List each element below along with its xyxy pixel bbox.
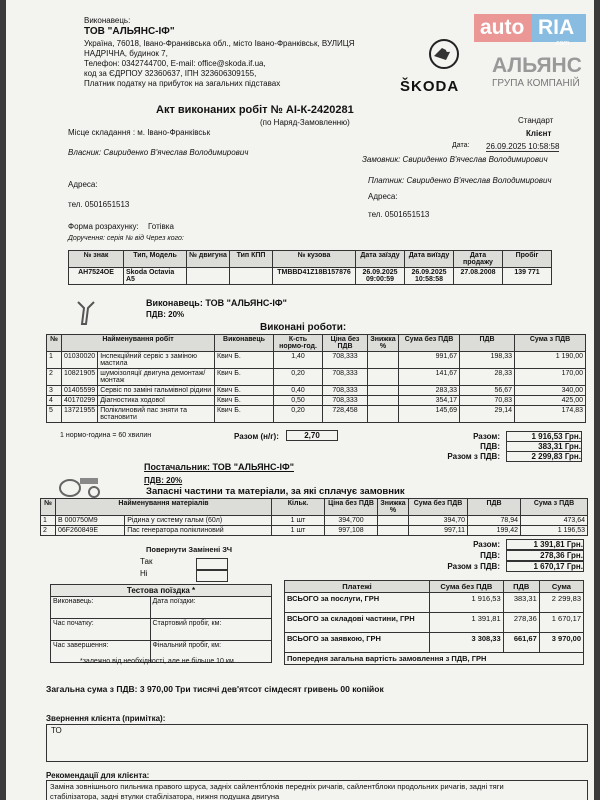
parts-table — [40, 498, 588, 536]
watermark-ria: RIA — [538, 16, 575, 39]
phone-right: тел. 0501651513 — [368, 210, 430, 219]
recommendations-label: Рекомендації для клієнта: — [46, 771, 150, 780]
works-header: № — [47, 335, 62, 352]
works-cell: Квич Б. — [215, 386, 274, 396]
skoda-logo — [416, 38, 476, 78]
executor-address-1: Україна, 76018, Івано-Франківська обл., місто Івано-Франківськ, ВУЛИЦЯ — [84, 39, 355, 48]
works-header: Сума з ПДВ — [515, 335, 586, 352]
return-no-checkbox[interactable] — [196, 567, 228, 585]
works-cell: 13721955 — [62, 406, 98, 423]
wrench-icon — [74, 298, 98, 328]
parts-cell — [378, 526, 409, 536]
parts-cell: 1 шт — [272, 526, 325, 536]
works-cell: Квич Б. — [215, 396, 274, 406]
works-row — [47, 406, 586, 423]
works-cell: 1 190,00 — [515, 352, 586, 369]
works-cell: 170,00 — [515, 369, 586, 386]
payments-cell: 3 970,00 — [539, 633, 583, 653]
works-cell: 283,33 — [399, 386, 460, 396]
works-sum-label: Разом: — [473, 432, 500, 441]
client-comment-label: Звернення клієнта (примітка): — [46, 714, 166, 723]
engine-number — [187, 268, 230, 285]
document-page — [6, 0, 594, 800]
works-cell: Діагностика ходової — [98, 396, 215, 406]
payments-cell: 1 391,81 — [430, 613, 504, 633]
works-cell: 145,69 — [399, 406, 460, 423]
works-cell: 01405599 — [62, 386, 98, 396]
parts-cell: 473,64 — [521, 516, 588, 526]
test-drive-end: Час завершення: — [51, 641, 151, 663]
parts-title: Запасні частини та матеріали, за які сплачує замовник — [146, 486, 405, 497]
parts-cell: 997,11 — [409, 526, 468, 536]
address-label-right: Адреса: — [368, 192, 398, 201]
payments-table — [284, 580, 584, 665]
works-cell: 3 — [47, 386, 62, 396]
vehicle-header: Дата продажу — [454, 251, 503, 268]
standard-label: Стандарт — [518, 116, 554, 125]
works-header: ПДВ — [460, 335, 515, 352]
vehicle-header-row — [69, 251, 552, 268]
skoda-arrow-icon — [428, 38, 460, 70]
parts-header: Кільк. — [272, 499, 325, 516]
works-cell: 708,333 — [323, 386, 368, 396]
works-header: Найменування робіт — [62, 335, 215, 352]
arrival-date: 26.09.2025 09:00:59 — [356, 268, 405, 285]
test-drive-date: Дата поїздки: — [150, 597, 272, 619]
works-cell: 425,00 — [515, 396, 586, 406]
payment-form-value: Готівка — [148, 222, 174, 231]
works-sum: 1 916,53 Грн. — [506, 431, 582, 442]
phone-left: тел. 0501651513 — [68, 200, 130, 209]
payments-cell: ВСЬОГО за заявкою, ГРН — [285, 633, 430, 653]
parts-header: Ціна без ПДВ — [325, 499, 378, 516]
payments-row — [285, 613, 584, 633]
payments-cell: 1 916,53 — [430, 593, 504, 613]
works-cell: 354,17 — [399, 396, 460, 406]
works-cell — [368, 386, 399, 396]
act-date: 26.09.2025 10:58:58 — [486, 142, 560, 151]
test-drive-title: Тестова поїздка * — [51, 585, 272, 597]
works-cell: 708,333 — [323, 352, 368, 369]
watermark-suffix: .com — [554, 40, 570, 47]
gearbox-type — [230, 268, 273, 285]
address-label-left: Адреса: — [68, 180, 98, 189]
departure-date: 26.09.2025 10:58:58 — [405, 268, 454, 285]
works-cell: 5 — [47, 406, 62, 423]
vehicle-header: Дата заїзду — [356, 251, 405, 268]
works-cell: Квич Б. — [215, 369, 274, 386]
payments-cell: ВСЬОГО за складові частини, ГРН — [285, 613, 430, 633]
works-row — [47, 386, 586, 396]
works-cell: 10821905 — [62, 369, 98, 386]
works-cell: Квич Б. — [215, 406, 274, 423]
test-drive-end-km: Фінальний пробіг, км: — [150, 641, 272, 663]
works-cell: 0,40 — [274, 386, 323, 396]
works-cell: 340,00 — [515, 386, 586, 396]
act-title: Акт виконаних робіт № АІ-К-2420281 — [156, 104, 354, 116]
parts-cell: Рідина у систему гальм (60л) — [125, 516, 272, 526]
works-cell — [368, 352, 399, 369]
vehicle-table — [68, 250, 552, 285]
parts-vat-label: ПДВ: — [480, 551, 500, 560]
parts-vat: ПДВ: 20% — [144, 476, 183, 485]
payments-cell: 383,31 — [503, 593, 539, 613]
works-table — [46, 334, 586, 423]
parts-cell: B 000750M9 — [56, 516, 125, 526]
group-subtitle: ГРУПА КОМПАНІЙ — [492, 78, 580, 89]
works-header: Сума без ПДВ — [399, 335, 460, 352]
payments-cell: 3 308,33 — [430, 633, 504, 653]
parts-cell: 1 196,53 — [521, 526, 588, 536]
test-drive-executor: Виконавець: — [51, 597, 151, 619]
works-header: Знижка % — [368, 335, 399, 352]
works-cell: Поліклиновий пас зняти та встановити — [98, 406, 215, 423]
vin: TMBBD41Z18B157876 — [273, 268, 356, 285]
parts-supplier: Постачальник: ТОВ "АЛЬЯНС-ІФ" — [144, 462, 294, 472]
payments-header: Сума без ПДВ — [430, 581, 504, 593]
parts-header: № — [41, 499, 56, 516]
client-comment-box — [46, 724, 588, 762]
works-title: Виконані роботи: — [260, 322, 347, 333]
parts-cell: 394,70 — [409, 516, 468, 526]
works-cell: Квич Б. — [215, 352, 274, 369]
parts-cell: 1 — [41, 516, 56, 526]
parts-cell: 199,42 — [468, 526, 521, 536]
parts-sum: 1 391,81 Грн. — [506, 539, 584, 550]
works-cell — [368, 369, 399, 386]
works-header: Ціна без ПДВ — [323, 335, 368, 352]
executor-codes: код за ЄДРПОУ 32360637, ІПН 323606309155, — [84, 69, 257, 78]
payments-note: Попередня загальна вартість замовлення з ПДВ, ГРН — [285, 653, 584, 665]
parts-icon — [56, 466, 104, 502]
executor-address-2: НАДРІЧНА, будинок 7, — [84, 49, 168, 58]
sale-date: 27.08.2008 — [454, 268, 503, 285]
works-cell: 01030020 — [62, 352, 98, 369]
parts-cell: 06F260849E — [56, 526, 125, 536]
test-drive-start: Час початку: — [51, 619, 151, 641]
payments-row — [285, 633, 584, 653]
parts-cell: 394,700 — [325, 516, 378, 526]
vehicle-header: Дата виїзду — [405, 251, 454, 268]
parts-cell: 2 — [41, 526, 56, 536]
payments-header: ПДВ — [503, 581, 539, 593]
test-drive-start-km: Стартовий пробіг, км: — [150, 619, 272, 641]
parts-header: Сума з ПДВ — [521, 499, 588, 516]
parts-cell: 78,94 — [468, 516, 521, 526]
return-parts-label: Повернути Замінені ЗЧ — [146, 545, 232, 554]
group-name: АЛЬЯНС — [492, 54, 582, 77]
payments-header: Платежі — [285, 581, 430, 593]
works-vat-label: ПДВ: — [480, 442, 500, 451]
works-vat-sum: 383,31 Грн. — [506, 441, 582, 452]
recommendations-box — [46, 780, 588, 800]
works-cell: Сервіс по заміні гальмівної рідини — [98, 386, 215, 396]
recommendations-line-1: Заміна зовнішнього пильника правого шруса, задніх сайлентблоків передніх ричагів, сайлентблоки продольних ричагів, задні тяги — [50, 782, 504, 791]
works-cell: 991,67 — [399, 352, 460, 369]
vehicle-header: № знак — [69, 251, 124, 268]
works-cell — [368, 406, 399, 423]
payer: Платник: Свириденко В'ячеслав Володимирович — [368, 176, 552, 185]
place-of-issue: Місце складання : м. Івано-Франківськ — [68, 128, 211, 137]
works-total-label: Разом з ПДВ: — [447, 452, 500, 461]
customer: Замовник: Свириденко В'ячеслав Володимирович — [362, 155, 548, 164]
works-cell: 56,67 — [460, 386, 515, 396]
client-label: Клієнт — [526, 129, 552, 138]
test-drive-table — [50, 584, 272, 663]
vehicle-header: Тип КПП — [230, 251, 273, 268]
parts-header: Знижка % — [378, 499, 409, 516]
works-vat: ПДВ: 20% — [146, 310, 185, 319]
vehicle-header: № кузова — [273, 251, 356, 268]
watermark-auto: auto — [480, 16, 525, 39]
parts-row — [41, 516, 588, 526]
payments-cell: 1 670,17 — [539, 613, 583, 633]
works-cell: 0,20 — [274, 369, 323, 386]
parts-header-row — [41, 499, 588, 516]
parts-row — [41, 526, 588, 536]
works-cell: 1 — [47, 352, 62, 369]
parts-cell — [378, 516, 409, 526]
autoria-watermark — [474, 0, 594, 55]
works-header: К-сть нормо-год. — [274, 335, 323, 352]
payments-row — [285, 593, 584, 613]
vehicle-header: Тип, Модель — [124, 251, 187, 268]
works-header-row — [47, 335, 586, 352]
total-hours-label: Разом (н/г): — [234, 432, 279, 441]
parts-header: ПДВ — [468, 499, 521, 516]
works-row — [47, 396, 586, 406]
works-header: Виконавець — [215, 335, 274, 352]
works-cell: 40170299 — [62, 396, 98, 406]
vehicle-values-row — [69, 268, 552, 285]
vehicle-model: Skoda Octavia A5 — [124, 268, 187, 285]
payments-cell: 661,67 — [503, 633, 539, 653]
parts-total-label: Разом з ПДВ: — [447, 562, 500, 571]
works-cell: 174,83 — [515, 406, 586, 423]
payment-form-label: Форма розрахунку: — [68, 222, 139, 231]
works-cell — [368, 396, 399, 406]
owner: Власник: Свириденко В'ячеслав Володимирович — [68, 148, 249, 157]
works-cell: 728,458 — [323, 406, 368, 423]
works-cell: 4 — [47, 396, 62, 406]
act-subtitle: (по Наряд-Замовленню) — [260, 118, 350, 127]
plate-number: AH7524OE — [69, 268, 124, 285]
works-cell: 28,33 — [460, 369, 515, 386]
brand-name: ŠKODA — [400, 78, 460, 95]
total-hours-value: 2,70 — [286, 430, 338, 441]
payments-cell: 2 299,83 — [539, 593, 583, 613]
mileage: 139 771 — [503, 268, 552, 285]
works-cell: 2 — [47, 369, 62, 386]
works-cell: 708,333 — [323, 369, 368, 386]
parts-cell: 997,108 — [325, 526, 378, 536]
works-cell: 708,333 — [323, 396, 368, 406]
parts-header: Сума без ПДВ — [409, 499, 468, 516]
proxy-line: Доручення: серія № від Через кого: — [68, 235, 184, 242]
grand-total: Загальна сума з ПДВ: 3 970,00 Три тисячі дев'ятсот сімдесят гривень 00 копійок — [46, 684, 384, 694]
payments-header: Сума — [539, 581, 583, 593]
parts-vat-sum: 278,36 Грн. — [506, 550, 584, 561]
return-no-label: Ні — [140, 569, 148, 578]
norm-hour-footnote: 1 нормо-година = 60 хвилин — [60, 432, 152, 439]
executor-name: ТОВ "АЛЬЯНС-ІФ" — [84, 26, 175, 37]
parts-sum-label: Разом: — [473, 540, 500, 549]
vehicle-header: № двигуна — [187, 251, 230, 268]
works-cell: 1,40 — [274, 352, 323, 369]
works-row — [47, 352, 586, 369]
parts-cell: Пас генератора поліклиновий — [125, 526, 272, 536]
payments-cell: ВСЬОГО за послуги, ГРН — [285, 593, 430, 613]
works-executor: Виконавець: ТОВ "АЛЬЯНС-ІФ" — [146, 298, 287, 308]
parts-header: Найменування матеріалів — [56, 499, 272, 516]
works-cell: 0,50 — [274, 396, 323, 406]
works-cell: шумоізоляції двигуна демонтаж/монтаж — [98, 369, 215, 386]
works-cell: 0,20 — [274, 406, 323, 423]
executor-tax: Платник податку на прибуток на загальних підставах — [84, 79, 281, 88]
recommendations-line-2: стабілізатора, задні втулки стабілізатора, нижня подушка двигуна — [50, 792, 280, 800]
client-comment-text: ТО — [51, 726, 62, 735]
works-total: 2 299,83 Грн. — [506, 451, 582, 462]
executor-contacts: Телефон: 0342744700, E-mail: office@skoda.if.ua, — [84, 59, 266, 68]
parts-cell: 1 шт — [272, 516, 325, 526]
works-cell: Інспекційний сервіс з заміною мастила — [98, 352, 215, 369]
executor-label: Виконавець: — [84, 16, 131, 25]
works-cell: 198,33 — [460, 352, 515, 369]
return-yes-label: Так — [140, 557, 153, 566]
works-cell: 29,14 — [460, 406, 515, 423]
works-cell: 141,67 — [399, 369, 460, 386]
works-row — [47, 369, 586, 386]
payments-cell: 278,36 — [503, 613, 539, 633]
parts-total: 1 670,17 Грн. — [506, 561, 584, 572]
date-label: Дата: — [452, 142, 470, 149]
works-cell: 70,83 — [460, 396, 515, 406]
test-drive-note: *залежно від необхідності, але не більше 10 км — [80, 658, 234, 665]
vehicle-header: Пробіг — [503, 251, 552, 268]
